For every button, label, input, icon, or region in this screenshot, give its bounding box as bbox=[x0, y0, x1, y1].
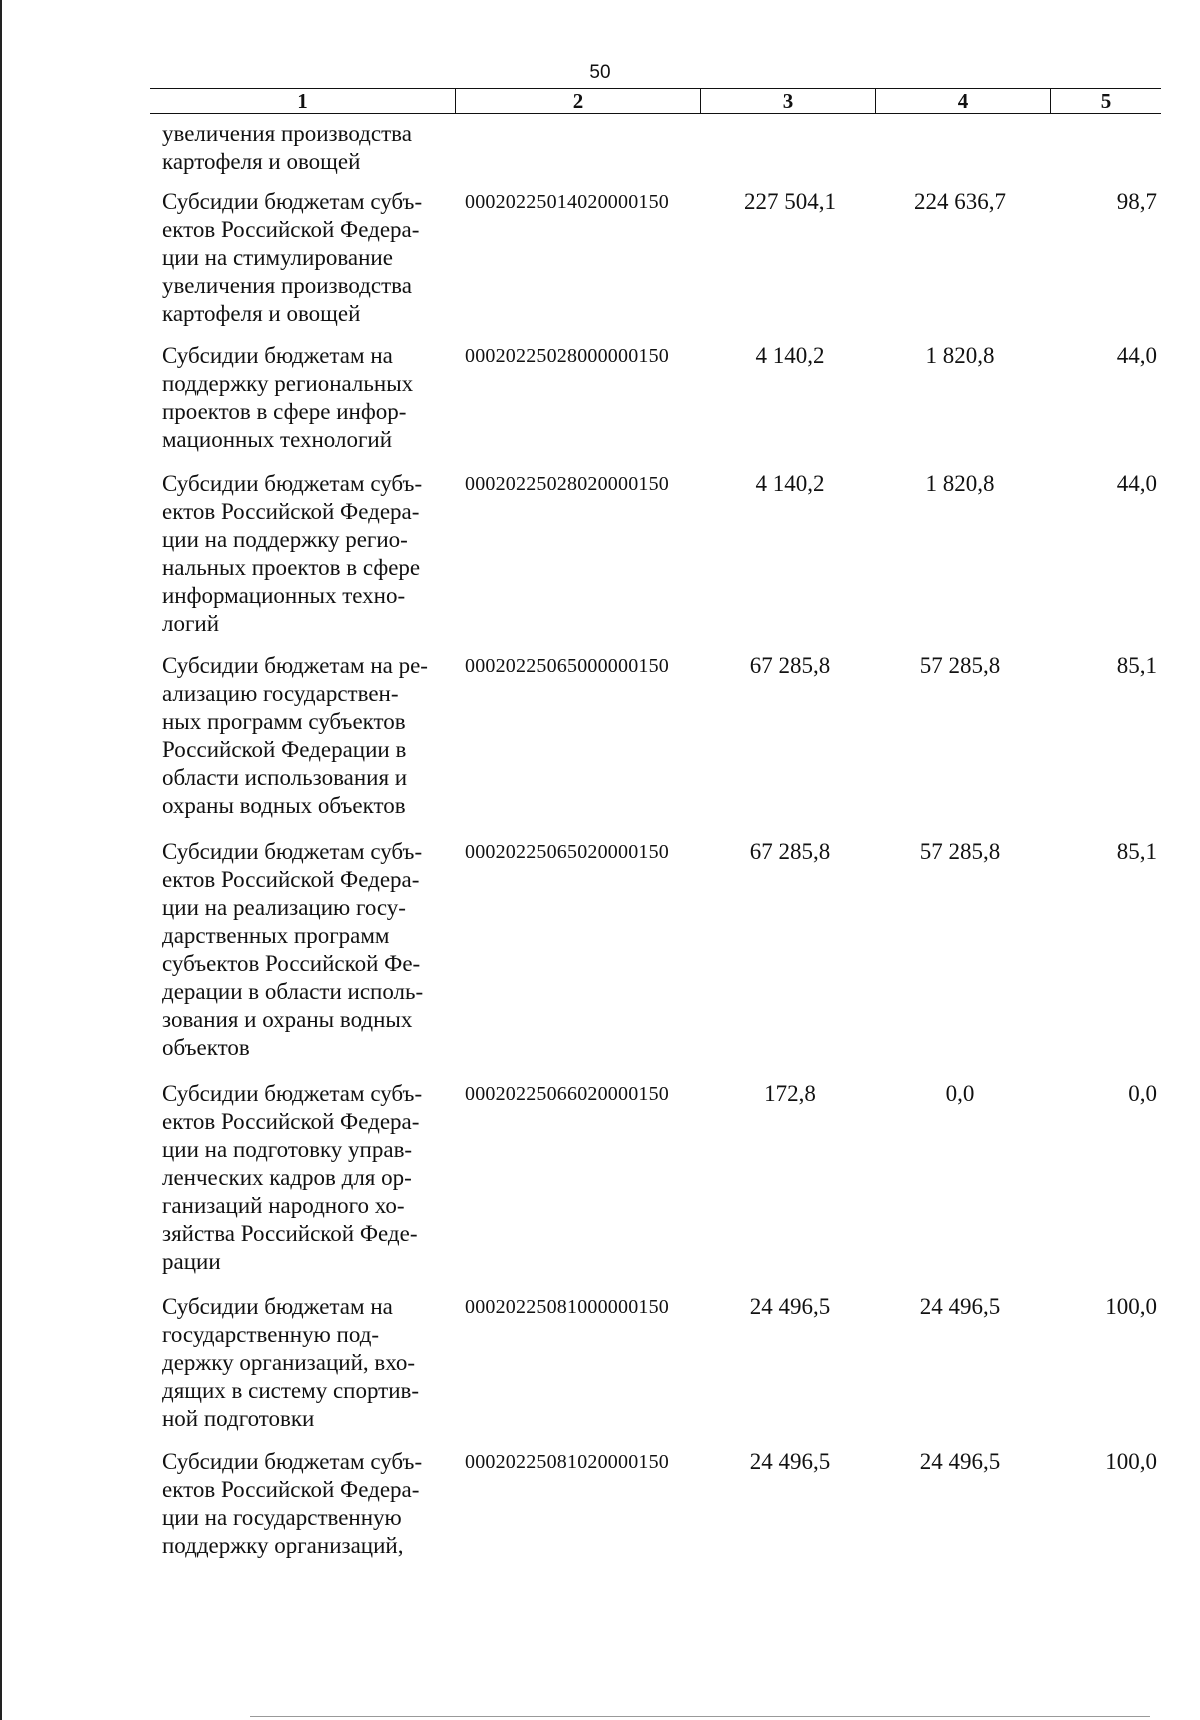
row-name: Субсидии бюджетам на ре- ализацию государствен- ных программ субъектов Российской Федерации в области использования и охраны водных объектов bbox=[162, 653, 428, 818]
row-plan: 4 140,2 bbox=[755, 471, 825, 496]
row-percent: 100,0 bbox=[1105, 1449, 1157, 1474]
row-fact: 1 820,8 bbox=[925, 343, 995, 368]
row-name: Субсидии бюджетам субъ- ектов Российской Федера- ции на поддержку регио- нальных проектов в сфере информационных техно- логий bbox=[162, 471, 423, 636]
row-plan: 4 140,2 bbox=[755, 343, 825, 368]
row-percent: 98,7 bbox=[1116, 189, 1157, 214]
row-plan: 24 496,5 bbox=[749, 1294, 831, 1319]
row-code: 00020225065020000150 bbox=[465, 841, 669, 863]
row-name: Субсидии бюджетам субъ- ектов Российской Федера- ции на государственную поддержку организаций, bbox=[162, 1449, 423, 1558]
row-fact: 57 285,8 bbox=[919, 839, 1001, 864]
header-col-1: 1 bbox=[297, 89, 308, 113]
row-plan: 67 285,8 bbox=[749, 839, 831, 864]
row-fact: 24 496,5 bbox=[919, 1449, 1001, 1474]
row-percent: 85,1 bbox=[1116, 839, 1157, 864]
header-col-2: 2 bbox=[455, 89, 700, 113]
row-plan: 172,8 bbox=[764, 1081, 816, 1106]
scan-bottom-line bbox=[250, 1716, 1150, 1717]
row-fact: 1 820,8 bbox=[925, 471, 995, 496]
row-code: 00020225065000000150 bbox=[465, 655, 669, 677]
row-name: Субсидии бюджетам на государственную под- держку организаций, вхо- дящих в систему спортив- ной подготовки bbox=[162, 1294, 420, 1431]
row-percent: 100,0 bbox=[1105, 1294, 1157, 1319]
row-percent: 85,1 bbox=[1116, 653, 1157, 678]
row-fact: 57 285,8 bbox=[919, 653, 1001, 678]
page-number: 50 bbox=[589, 62, 611, 83]
row-fact: 224 636,7 bbox=[914, 189, 1006, 214]
row-plan: 67 285,8 bbox=[749, 653, 831, 678]
row-plan: 24 496,5 bbox=[749, 1449, 831, 1474]
header-col-5: 5 bbox=[1050, 89, 1161, 113]
row-code: 00020225081000000150 bbox=[465, 1296, 669, 1318]
row-name: Субсидии бюджетам субъ- ектов Российской Федера- ции на подготовку управ- ленческих кадров для ор- ганизаций народного хо- зяйства Российской Феде- рации bbox=[162, 1081, 423, 1274]
row-code: 00020225028020000150 bbox=[465, 473, 669, 495]
header-col-4: 4 bbox=[875, 89, 1050, 113]
row-code: 00020225081020000150 bbox=[465, 1451, 669, 1473]
row-percent: 44,0 bbox=[1116, 471, 1157, 496]
row-percent: 0,0 bbox=[1128, 1081, 1157, 1106]
row-name: Субсидии бюджетам субъ- ектов Российской Федера- ции на реализацию госу- дарственных программ субъектов Российской Фе- дерации в области исполь- зования и охраны водных объектов bbox=[162, 839, 424, 1060]
row-code: 00020225066020000150 bbox=[465, 1083, 669, 1105]
row-code: 00020225014020000150 bbox=[465, 191, 669, 213]
header-col-3: 3 bbox=[700, 89, 875, 113]
row-fact: 24 496,5 bbox=[919, 1294, 1001, 1319]
row-name: Субсидии бюджетам субъ- ектов Российской Федера- ции на стимулирование увеличения производства картофеля и овощей bbox=[162, 189, 423, 326]
row-name: увеличения производства картофеля и овощей bbox=[162, 121, 412, 174]
row-name: Субсидии бюджетам на поддержку региональных проектов в сфере инфор- мационных технологий bbox=[162, 343, 414, 452]
row-plan: 227 504,1 bbox=[744, 189, 836, 214]
row-code: 00020225028000000150 bbox=[465, 345, 669, 367]
row-fact: 0,0 bbox=[945, 1081, 975, 1106]
row-percent: 44,0 bbox=[1116, 343, 1157, 368]
